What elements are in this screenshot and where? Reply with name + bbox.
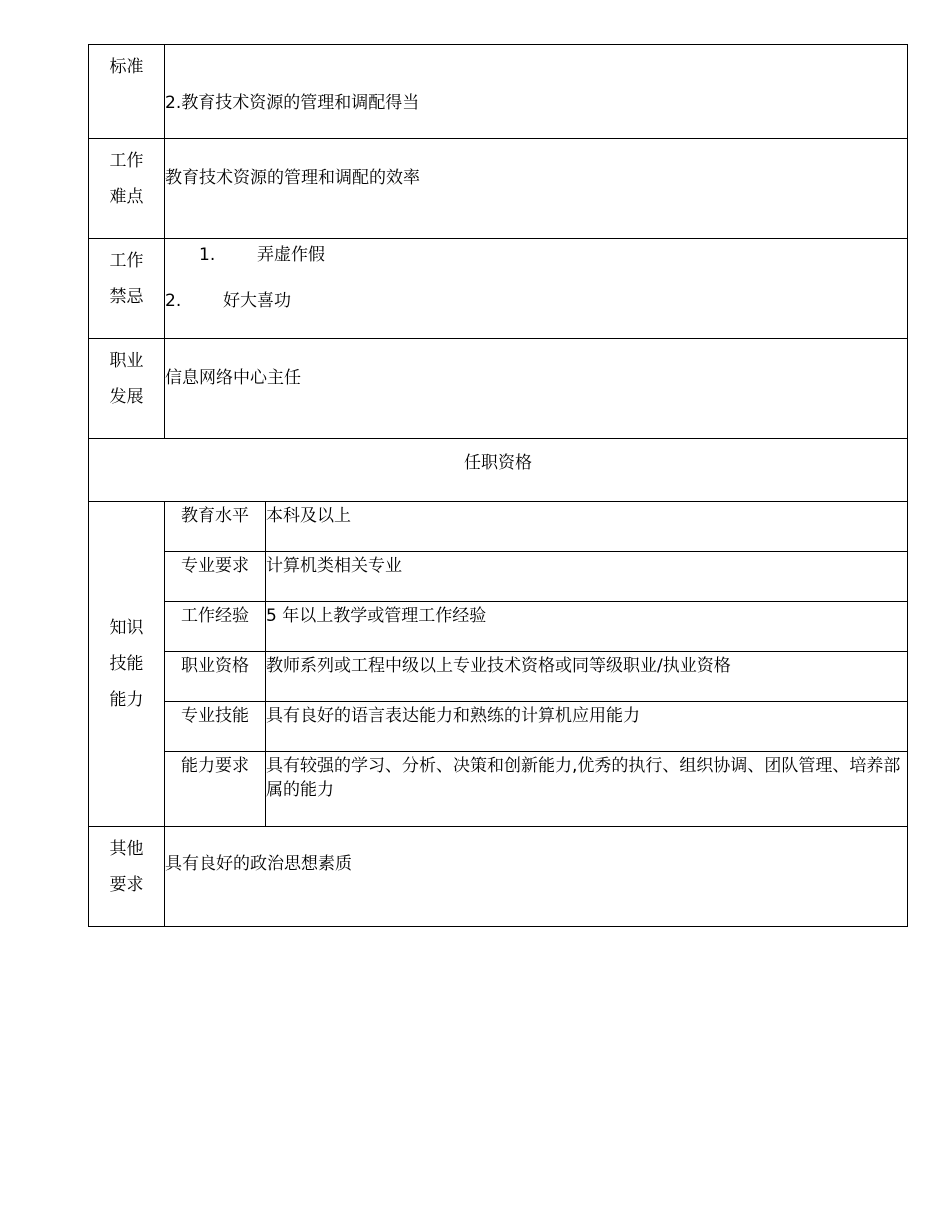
list-item-text: 好大喜功 [223, 291, 291, 311]
education-level-label: 教育水平 [165, 502, 266, 552]
list-item-text: 弄虚作假 [257, 245, 325, 265]
row-career [89, 339, 908, 439]
major-requirement-label: 专业要求 [165, 552, 266, 602]
work-experience-label: 工作经验 [165, 602, 266, 652]
professional-qualification-label: 职业资格 [165, 652, 266, 702]
standard-label-text: 标准 [109, 57, 144, 77]
other-label-line-1: 其他 [109, 839, 144, 859]
difficulty-label-line-2: 难点 [109, 187, 144, 207]
career-label-line-2: 发展 [109, 387, 144, 407]
list-item [165, 243, 907, 267]
career-value: 信息网络中心主任 [165, 368, 301, 388]
list-item-number: 1. [199, 245, 216, 265]
standard-value-cell [165, 45, 908, 139]
table-row [89, 652, 908, 702]
professional-qualification-value: 教师系列或工程中级以上专业技术资格或同等级职业/执业资格 [266, 652, 908, 702]
table-row [89, 602, 908, 652]
row-qualifications-title [89, 439, 908, 502]
career-value-cell [165, 339, 908, 439]
standard-label [89, 45, 165, 139]
major-requirement-value: 计算机类相关专业 [266, 552, 908, 602]
difficulty-label [89, 139, 165, 239]
list-item-number: 2. [165, 291, 182, 311]
standard-value: 2.教育技术资源的管理和调配得当 [165, 93, 420, 113]
other-label [89, 827, 165, 927]
knowledge-skill-label [89, 502, 165, 827]
taboo-label-line-2: 禁忌 [109, 287, 144, 307]
education-level-value: 本科及以上 [266, 502, 908, 552]
qualifications-title: 任职资格 [464, 453, 532, 473]
group-label-line-1: 知识 [109, 618, 144, 638]
difficulty-value-cell [165, 139, 908, 239]
ability-requirement-label: 能力要求 [165, 752, 266, 827]
difficulty-value: 教育技术资源的管理和调配的效率 [165, 168, 420, 188]
career-label [89, 339, 165, 439]
table-row [89, 552, 908, 602]
other-label-line-2: 要求 [109, 875, 144, 895]
section-title [89, 439, 908, 502]
row-other [89, 827, 908, 927]
list-item [165, 289, 907, 313]
professional-skill-label: 专业技能 [165, 702, 266, 752]
difficulty-label-line-1: 工作 [109, 151, 144, 171]
taboo-label-line-1: 工作 [109, 251, 144, 271]
other-value-cell [165, 827, 908, 927]
group-label-line-3: 能力 [109, 690, 144, 710]
work-experience-value: 5 年以上教学或管理工作经验 [266, 602, 908, 652]
professional-skill-value: 具有良好的语言表达能力和熟练的计算机应用能力 [266, 702, 908, 752]
group-label-line-2: 技能 [109, 654, 144, 674]
row-standard [89, 45, 908, 139]
job-description-table [88, 44, 908, 927]
career-label-line-1: 职业 [109, 351, 144, 371]
other-value: 具有良好的政治思想素质 [165, 854, 352, 874]
table-row [89, 702, 908, 752]
taboo-label [89, 239, 165, 339]
taboo-list [165, 239, 908, 339]
table-row [89, 752, 908, 827]
ability-requirement-value: 具有较强的学习、分析、决策和创新能力,优秀的执行、组织协调、团队管理、培养部属的能力 [266, 752, 908, 827]
row-difficulty [89, 139, 908, 239]
row-taboo [89, 239, 908, 339]
table-row [89, 502, 908, 552]
